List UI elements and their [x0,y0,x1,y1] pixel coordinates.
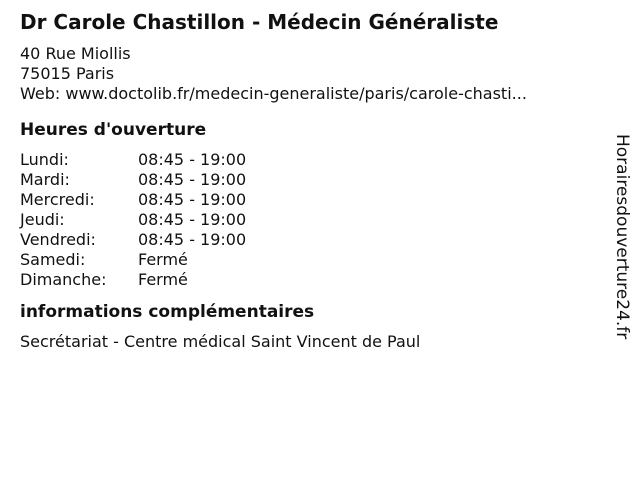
day-label: Dimanche: [20,270,107,289]
hours-row-samedi [20,250,600,270]
hours-value: Fermé [138,250,188,269]
hours-row-mardi [20,170,600,190]
hours-table [20,150,600,290]
address-street: 40 Rue Miollis [20,44,131,63]
day-label: Samedi: [20,250,86,269]
hours-value: 08:45 - 19:00 [138,230,247,249]
info-text: Secrétariat - Centre médical Saint Vincent de Paul [20,332,421,351]
info-heading: informations complémentaires [20,302,315,322]
page-title: Dr Carole Chastillon - Médecin Généraliste [20,10,499,34]
address-block [20,44,600,104]
hours-value: 08:45 - 19:00 [138,190,247,209]
day-label: Mercredi: [20,190,95,209]
address-city: 75015 Paris [20,64,115,83]
hours-row-dimanche [20,270,600,290]
hours-row-lundi [20,150,600,170]
hours-value: Fermé [138,270,188,289]
hours-value: 08:45 - 19:00 [138,150,247,169]
hours-row-jeudi [20,210,600,230]
website-link[interactable]: Web: www.doctolib.fr/medecin-generaliste/paris/carole-chasti... [20,84,527,103]
listing-content [20,8,600,352]
day-label: Jeudi: [20,210,65,229]
day-label: Mardi: [20,170,70,189]
site-watermark-label: Horairesdouverture24.fr [612,134,632,340]
day-label: Vendredi: [20,230,96,249]
hours-row-mercredi [20,190,600,210]
day-label: Lundi: [20,150,69,169]
hours-row-vendredi [20,230,600,250]
hours-heading: Heures d'ouverture [20,120,207,140]
hours-value: 08:45 - 19:00 [138,170,247,189]
hours-value: 08:45 - 19:00 [138,210,247,229]
